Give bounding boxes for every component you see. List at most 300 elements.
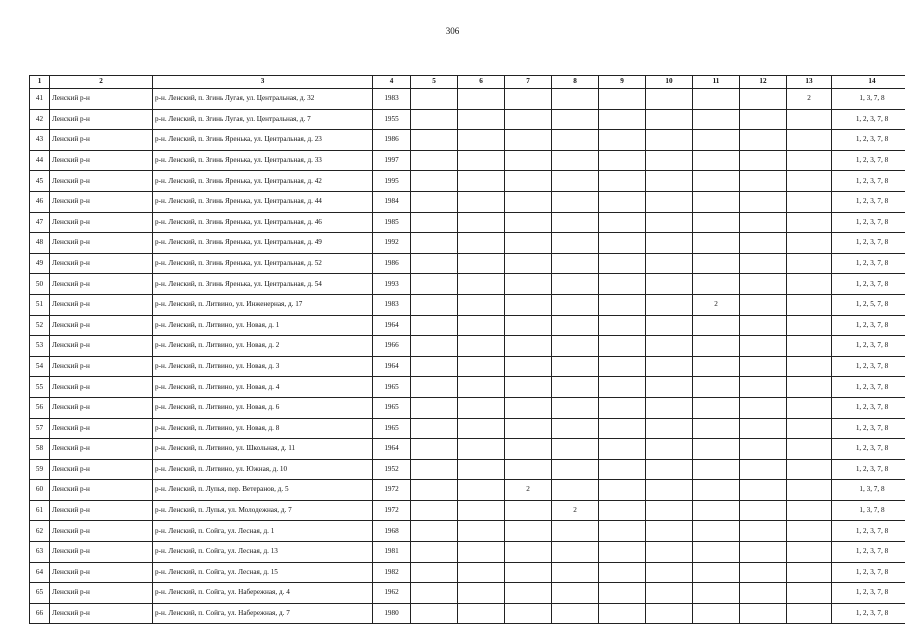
- col11-cell: [693, 459, 740, 480]
- col14-cell: 1, 2, 3, 7, 8: [832, 397, 905, 418]
- row-number-cell: 53: [30, 336, 50, 357]
- col8-cell: [552, 336, 599, 357]
- address-cell: р-н. Ленский, п. Згинь Яренька, ул. Центральная, д. 23: [153, 130, 373, 151]
- col9-cell: [599, 253, 646, 274]
- row-number-cell: 63: [30, 542, 50, 563]
- col6-cell: [458, 274, 505, 295]
- col13-cell: [787, 583, 832, 604]
- col7-cell: [505, 521, 552, 542]
- address-cell: р-н. Ленский, п. Згинь Яренька, ул. Центральная, д. 49: [153, 233, 373, 254]
- col8-cell: [552, 212, 599, 233]
- col5-cell: [411, 171, 458, 192]
- table-row: [30, 439, 905, 460]
- col14-cell: 1, 2, 3, 7, 8: [832, 439, 905, 460]
- district-cell: Ленский р-н: [50, 212, 153, 233]
- row-number-cell: 66: [30, 603, 50, 624]
- col13-cell: [787, 150, 832, 171]
- table-row: [30, 171, 905, 192]
- district-cell: Ленский р-н: [50, 439, 153, 460]
- col12-cell: [740, 253, 787, 274]
- col10-cell: [646, 253, 693, 274]
- col13-cell: [787, 542, 832, 563]
- col14-cell: 1, 2, 5, 7, 8: [832, 294, 905, 315]
- year-cell: 1968: [373, 521, 411, 542]
- col14-cell: 1, 2, 3, 7, 8: [832, 562, 905, 583]
- year-cell: 1985: [373, 212, 411, 233]
- col5-cell: [411, 356, 458, 377]
- row-number-cell: 48: [30, 233, 50, 254]
- col7-cell: [505, 562, 552, 583]
- address-cell: р-н. Ленский, п. Згинь Яренька, ул. Центральная, д. 52: [153, 253, 373, 274]
- col7-cell: [505, 439, 552, 460]
- table-row: [30, 603, 905, 624]
- col12-cell: [740, 274, 787, 295]
- year-cell: 1982: [373, 562, 411, 583]
- district-cell: Ленский р-н: [50, 603, 153, 624]
- row-number-cell: 55: [30, 377, 50, 398]
- col8-cell: 2: [552, 500, 599, 521]
- col5-cell: [411, 377, 458, 398]
- table-row: [30, 397, 905, 418]
- address-cell: р-н. Ленский, п. Згинь Яренька, ул. Центральная, д. 46: [153, 212, 373, 233]
- table-header: [30, 76, 905, 89]
- district-cell: Ленский р-н: [50, 336, 153, 357]
- col7-cell: [505, 397, 552, 418]
- col5-cell: [411, 109, 458, 130]
- col10-cell: [646, 562, 693, 583]
- col14-cell: 1, 2, 3, 7, 8: [832, 356, 905, 377]
- col5-cell: [411, 233, 458, 254]
- col12-cell: [740, 459, 787, 480]
- col12-cell: [740, 418, 787, 439]
- year-cell: 1955: [373, 109, 411, 130]
- row-number-cell: 46: [30, 191, 50, 212]
- row-number-cell: 54: [30, 356, 50, 377]
- col10-cell: [646, 583, 693, 604]
- col10-cell: [646, 89, 693, 110]
- col12-cell: [740, 480, 787, 501]
- table-row: [30, 336, 905, 357]
- col10-cell: [646, 459, 693, 480]
- district-cell: Ленский р-н: [50, 150, 153, 171]
- column-header-5: 5: [411, 76, 458, 89]
- col12-cell: [740, 542, 787, 563]
- col14-cell: 1, 3, 7, 8: [832, 480, 905, 501]
- col10-cell: [646, 233, 693, 254]
- col11-cell: [693, 583, 740, 604]
- col8-cell: [552, 191, 599, 212]
- col13-cell: 2: [787, 89, 832, 110]
- col10-cell: [646, 377, 693, 398]
- col10-cell: [646, 150, 693, 171]
- col9-cell: [599, 356, 646, 377]
- col12-cell: [740, 171, 787, 192]
- district-cell: Ленский р-н: [50, 109, 153, 130]
- col12-cell: [740, 603, 787, 624]
- column-header-4: 4: [373, 76, 411, 89]
- col6-cell: [458, 480, 505, 501]
- col5-cell: [411, 562, 458, 583]
- col11-cell: [693, 356, 740, 377]
- col14-cell: 1, 2, 3, 7, 8: [832, 459, 905, 480]
- year-cell: 1984: [373, 191, 411, 212]
- col14-cell: 1, 2, 3, 7, 8: [832, 542, 905, 563]
- col8-cell: [552, 150, 599, 171]
- col11-cell: [693, 336, 740, 357]
- col6-cell: [458, 459, 505, 480]
- col10-cell: [646, 356, 693, 377]
- col9-cell: [599, 500, 646, 521]
- col9-cell: [599, 583, 646, 604]
- col11-cell: [693, 603, 740, 624]
- col13-cell: [787, 274, 832, 295]
- address-cell: р-н. Ленский, п. Сойга, ул. Лесная, д. 15: [153, 562, 373, 583]
- col10-cell: [646, 191, 693, 212]
- row-number-cell: 52: [30, 315, 50, 336]
- year-cell: 1983: [373, 89, 411, 110]
- col11-cell: [693, 562, 740, 583]
- col9-cell: [599, 377, 646, 398]
- table-row: [30, 233, 905, 254]
- col5-cell: [411, 191, 458, 212]
- row-number-cell: 64: [30, 562, 50, 583]
- row-number-cell: 59: [30, 459, 50, 480]
- col5-cell: [411, 418, 458, 439]
- col6-cell: [458, 439, 505, 460]
- address-cell: р-н. Ленский, п. Згинь Яренька, ул. Центральная, д. 54: [153, 274, 373, 295]
- year-cell: 1983: [373, 294, 411, 315]
- col13-cell: [787, 603, 832, 624]
- col13-cell: [787, 562, 832, 583]
- col13-cell: [787, 171, 832, 192]
- col9-cell: [599, 171, 646, 192]
- col14-cell: 1, 3, 7, 8: [832, 89, 905, 110]
- col11-cell: [693, 109, 740, 130]
- col9-cell: [599, 191, 646, 212]
- year-cell: 1986: [373, 253, 411, 274]
- col9-cell: [599, 603, 646, 624]
- column-header-7: 7: [505, 76, 552, 89]
- address-cell: р-н. Ленский, п. Литвино, ул. Новая, д. 6: [153, 397, 373, 418]
- col8-cell: [552, 459, 599, 480]
- col12-cell: [740, 500, 787, 521]
- col13-cell: [787, 253, 832, 274]
- col14-cell: 1, 2, 3, 7, 8: [832, 150, 905, 171]
- col5-cell: [411, 253, 458, 274]
- year-cell: 1995: [373, 171, 411, 192]
- col9-cell: [599, 459, 646, 480]
- address-cell: р-н. Ленский, п. Литвино, ул. Новая, д. 4: [153, 377, 373, 398]
- row-number-cell: 58: [30, 439, 50, 460]
- district-cell: Ленский р-н: [50, 480, 153, 501]
- year-cell: 1972: [373, 500, 411, 521]
- col12-cell: [740, 315, 787, 336]
- table-row: [30, 294, 905, 315]
- col14-cell: 1, 2, 3, 7, 8: [832, 191, 905, 212]
- col6-cell: [458, 377, 505, 398]
- col7-cell: [505, 603, 552, 624]
- col8-cell: [552, 583, 599, 604]
- table-row: [30, 253, 905, 274]
- table-row: [30, 542, 905, 563]
- year-cell: 1972: [373, 480, 411, 501]
- col6-cell: [458, 315, 505, 336]
- col13-cell: [787, 233, 832, 254]
- col8-cell: [552, 480, 599, 501]
- col8-cell: [552, 171, 599, 192]
- col14-cell: 1, 2, 3, 7, 8: [832, 253, 905, 274]
- address-cell: р-н. Ленский, п. Згинь Яренька, ул. Центральная, д. 33: [153, 150, 373, 171]
- col13-cell: [787, 418, 832, 439]
- col14-cell: 1, 2, 3, 7, 8: [832, 274, 905, 295]
- col12-cell: [740, 562, 787, 583]
- col5-cell: [411, 397, 458, 418]
- row-number-cell: 41: [30, 89, 50, 110]
- column-header-11: 11: [693, 76, 740, 89]
- address-cell: р-н. Ленский, п. Лупья, пер. Ветеранов, д. 5: [153, 480, 373, 501]
- col7-cell: [505, 150, 552, 171]
- col7-cell: [505, 130, 552, 151]
- col8-cell: [552, 109, 599, 130]
- col10-cell: [646, 542, 693, 563]
- col6-cell: [458, 233, 505, 254]
- col10-cell: [646, 109, 693, 130]
- district-cell: Ленский р-н: [50, 500, 153, 521]
- column-header-6: 6: [458, 76, 505, 89]
- col7-cell: [505, 253, 552, 274]
- district-cell: Ленский р-н: [50, 130, 153, 151]
- col6-cell: [458, 397, 505, 418]
- col8-cell: [552, 356, 599, 377]
- col9-cell: [599, 418, 646, 439]
- table-row: [30, 150, 905, 171]
- table-row: [30, 583, 905, 604]
- col5-cell: [411, 274, 458, 295]
- row-number-cell: 60: [30, 480, 50, 501]
- page-number: 306: [445, 26, 460, 36]
- col7-cell: [505, 109, 552, 130]
- address-cell: р-н. Ленский, п. Згинь Лугая, ул. Центральная, д. 32: [153, 89, 373, 110]
- col13-cell: [787, 315, 832, 336]
- col11-cell: [693, 191, 740, 212]
- col9-cell: [599, 274, 646, 295]
- col8-cell: [552, 542, 599, 563]
- col12-cell: [740, 150, 787, 171]
- year-cell: 1952: [373, 459, 411, 480]
- district-cell: Ленский р-н: [50, 315, 153, 336]
- col11-cell: [693, 315, 740, 336]
- col8-cell: [552, 521, 599, 542]
- col11-cell: [693, 130, 740, 151]
- col7-cell: [505, 274, 552, 295]
- col7-cell: [505, 233, 552, 254]
- district-cell: Ленский р-н: [50, 171, 153, 192]
- col10-cell: [646, 171, 693, 192]
- col14-cell: 1, 2, 3, 7, 8: [832, 418, 905, 439]
- col6-cell: [458, 336, 505, 357]
- row-number-cell: 45: [30, 171, 50, 192]
- column-header-12: 12: [740, 76, 787, 89]
- address-cell: р-н. Ленский, п. Сойга, ул. Набережная, д. 4: [153, 583, 373, 604]
- col8-cell: [552, 439, 599, 460]
- col7-cell: [505, 542, 552, 563]
- col8-cell: [552, 253, 599, 274]
- col13-cell: [787, 336, 832, 357]
- row-number-cell: 50: [30, 274, 50, 295]
- col14-cell: 1, 2, 3, 7, 8: [832, 377, 905, 398]
- col10-cell: [646, 130, 693, 151]
- year-cell: 1964: [373, 315, 411, 336]
- col6-cell: [458, 212, 505, 233]
- row-number-cell: 47: [30, 212, 50, 233]
- district-cell: Ленский р-н: [50, 542, 153, 563]
- district-cell: Ленский р-н: [50, 418, 153, 439]
- col6-cell: [458, 356, 505, 377]
- address-cell: р-н. Ленский, п. Згинь Яренька, ул. Центральная, д. 42: [153, 171, 373, 192]
- col14-cell: 1, 2, 3, 7, 8: [832, 212, 905, 233]
- col10-cell: [646, 212, 693, 233]
- district-cell: Ленский р-н: [50, 191, 153, 212]
- col9-cell: [599, 521, 646, 542]
- table-row: [30, 130, 905, 151]
- col11-cell: [693, 439, 740, 460]
- col11-cell: [693, 500, 740, 521]
- col13-cell: [787, 294, 832, 315]
- address-cell: р-н. Ленский, п. Лупья, ул. Молодежная, д. 7: [153, 500, 373, 521]
- col9-cell: [599, 336, 646, 357]
- year-cell: 1981: [373, 542, 411, 563]
- address-cell: р-н. Ленский, п. Литвино, ул. Новая, д. 3: [153, 356, 373, 377]
- col14-cell: 1, 2, 3, 7, 8: [832, 130, 905, 151]
- table-row: [30, 459, 905, 480]
- col12-cell: [740, 212, 787, 233]
- col7-cell: [505, 356, 552, 377]
- col8-cell: [552, 418, 599, 439]
- row-number-cell: 62: [30, 521, 50, 542]
- col7-cell: [505, 191, 552, 212]
- col8-cell: [552, 315, 599, 336]
- address-cell: р-н. Ленский, п. Сойга, ул. Лесная, д. 13: [153, 542, 373, 563]
- col11-cell: [693, 480, 740, 501]
- row-number-cell: 65: [30, 583, 50, 604]
- address-cell: р-н. Ленский, п. Литвино, ул. Инженерная, д. 17: [153, 294, 373, 315]
- col6-cell: [458, 89, 505, 110]
- col13-cell: [787, 130, 832, 151]
- col12-cell: [740, 377, 787, 398]
- col12-cell: [740, 130, 787, 151]
- col9-cell: [599, 294, 646, 315]
- col9-cell: [599, 542, 646, 563]
- col7-cell: [505, 212, 552, 233]
- col12-cell: [740, 191, 787, 212]
- col7-cell: [505, 418, 552, 439]
- row-number-cell: 44: [30, 150, 50, 171]
- year-cell: 1965: [373, 377, 411, 398]
- col12-cell: [740, 109, 787, 130]
- col5-cell: [411, 336, 458, 357]
- col6-cell: [458, 191, 505, 212]
- col6-cell: [458, 130, 505, 151]
- district-cell: Ленский р-н: [50, 562, 153, 583]
- col6-cell: [458, 500, 505, 521]
- table-row: [30, 89, 905, 110]
- col5-cell: [411, 521, 458, 542]
- col12-cell: [740, 233, 787, 254]
- table-row: [30, 315, 905, 336]
- col10-cell: [646, 397, 693, 418]
- table-row: [30, 480, 905, 501]
- col13-cell: [787, 480, 832, 501]
- col9-cell: [599, 562, 646, 583]
- col10-cell: [646, 500, 693, 521]
- col7-cell: [505, 89, 552, 110]
- district-cell: Ленский р-н: [50, 294, 153, 315]
- col12-cell: [740, 294, 787, 315]
- column-header-14: 14: [832, 76, 905, 89]
- col11-cell: [693, 377, 740, 398]
- col6-cell: [458, 542, 505, 563]
- col8-cell: [552, 294, 599, 315]
- address-cell: р-н. Ленский, п. Сойга, ул. Набережная, д. 7: [153, 603, 373, 624]
- col7-cell: [505, 583, 552, 604]
- col14-cell: 1, 2, 3, 7, 8: [832, 109, 905, 130]
- col11-cell: 2: [693, 294, 740, 315]
- row-number-cell: 43: [30, 130, 50, 151]
- table-row: [30, 562, 905, 583]
- col12-cell: [740, 583, 787, 604]
- col8-cell: [552, 377, 599, 398]
- col14-cell: 1, 2, 3, 7, 8: [832, 583, 905, 604]
- col13-cell: [787, 212, 832, 233]
- col5-cell: [411, 542, 458, 563]
- col9-cell: [599, 89, 646, 110]
- year-cell: 1980: [373, 603, 411, 624]
- col14-cell: 1, 2, 3, 7, 8: [832, 233, 905, 254]
- col10-cell: [646, 439, 693, 460]
- row-number-cell: 51: [30, 294, 50, 315]
- col10-cell: [646, 521, 693, 542]
- col10-cell: [646, 294, 693, 315]
- district-cell: Ленский р-н: [50, 274, 153, 295]
- table-row: [30, 109, 905, 130]
- table-body: [30, 89, 905, 624]
- col7-cell: [505, 336, 552, 357]
- col11-cell: [693, 418, 740, 439]
- year-cell: 1965: [373, 418, 411, 439]
- col12-cell: [740, 521, 787, 542]
- table-row: [30, 500, 905, 521]
- col14-cell: 1, 2, 3, 7, 8: [832, 336, 905, 357]
- col5-cell: [411, 480, 458, 501]
- col12-cell: [740, 336, 787, 357]
- col5-cell: [411, 439, 458, 460]
- column-header-9: 9: [599, 76, 646, 89]
- col13-cell: [787, 377, 832, 398]
- col6-cell: [458, 150, 505, 171]
- year-cell: 1997: [373, 150, 411, 171]
- col6-cell: [458, 253, 505, 274]
- table-row: [30, 191, 905, 212]
- col7-cell: [505, 315, 552, 336]
- col13-cell: [787, 500, 832, 521]
- district-cell: Ленский р-н: [50, 521, 153, 542]
- year-cell: 1964: [373, 439, 411, 460]
- col11-cell: [693, 212, 740, 233]
- col9-cell: [599, 212, 646, 233]
- col13-cell: [787, 356, 832, 377]
- col8-cell: [552, 233, 599, 254]
- district-cell: Ленский р-н: [50, 397, 153, 418]
